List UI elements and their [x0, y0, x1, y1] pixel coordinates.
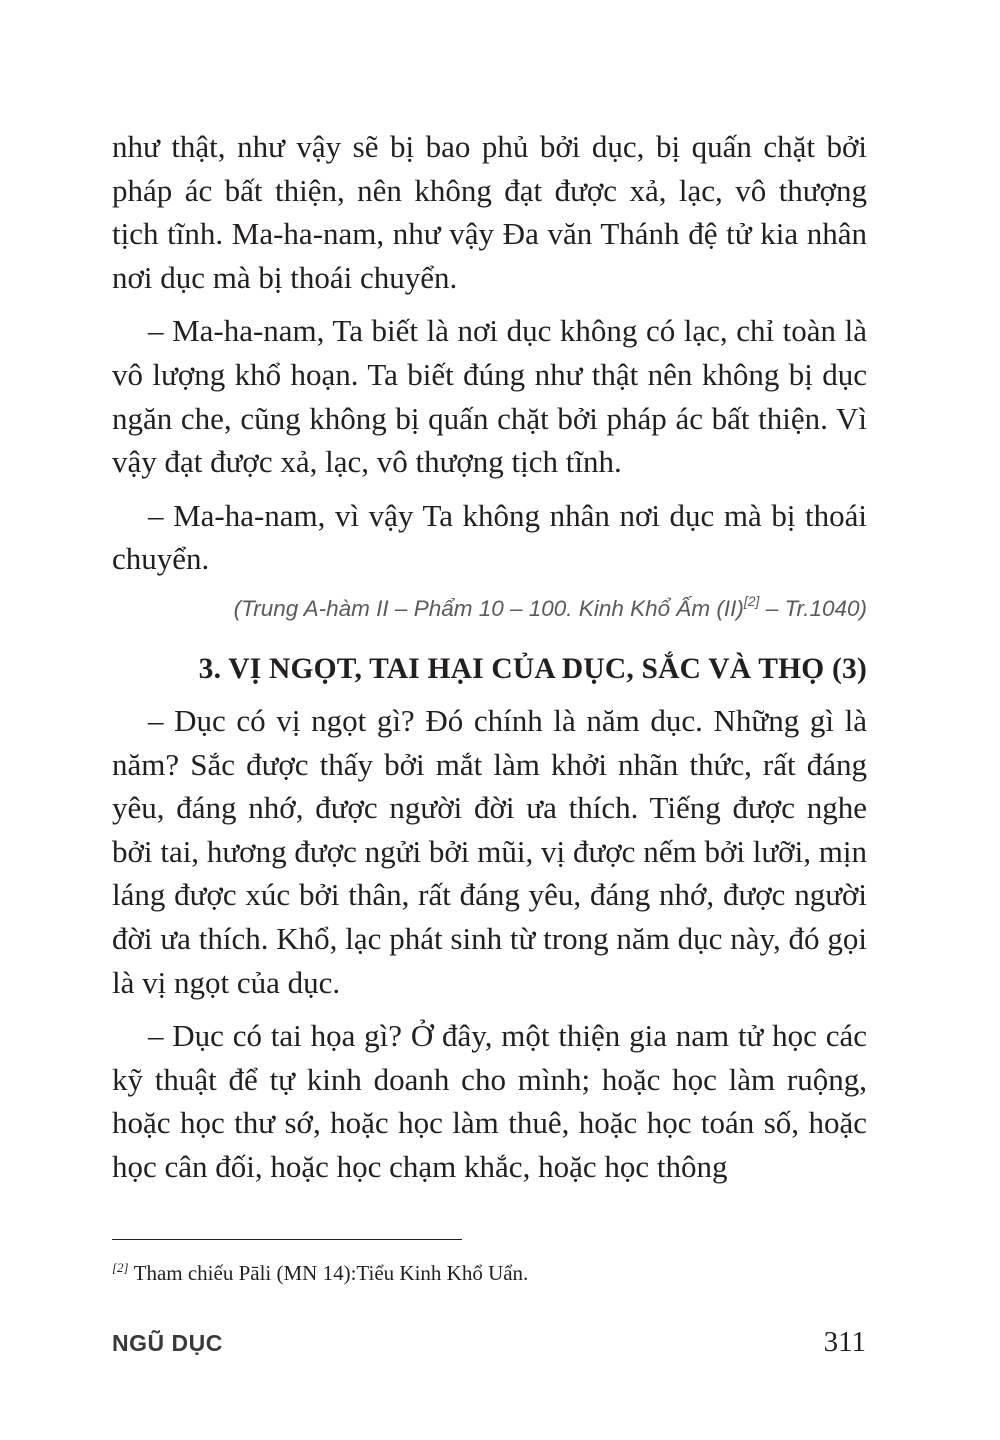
- citation-text: (Trung A-hàm II – Phẩm 10 – 100. Kinh Khổ Ấm (II): [233, 595, 744, 621]
- section-heading: 3. VỊ NGỌT, TAI HẠI CỦA DỤC, SẮC VÀ THỌ (3): [198, 652, 867, 685]
- footnote-marker: [2]: [112, 1260, 129, 1275]
- citation: [112, 591, 867, 627]
- running-title: NGŨ DỤC: [112, 1330, 223, 1356]
- page-number: 311: [823, 1326, 866, 1358]
- paragraph-buddha-speech-2: – Ma-ha-nam, vì vậy Ta không nhân nơi dục mà bị thoái chuyển.: [112, 497, 867, 577]
- paragraph-danger: – Dục có tai họa gì? Ở đây, một thiện gia nam tử học các kỹ thuật để tự kinh doanh cho mình; hoặc học làm ruộng, hoặc học thư sớ, hoặc học làm thuê, hoặc học toán số, hoặc học cân đối, hoặc học chạm khắc, hoặc học thông: [112, 1018, 867, 1184]
- citation-page: – Tr.1040): [759, 595, 867, 621]
- paragraph-buddha-speech-1: – Ma-ha-nam, Ta biết là nơi dục không có lạc, chỉ toàn là vô lượng khổ hoạn. Ta biết đúng như thật nên không bị dục ngăn che, cũng không bị quấn chặt bởi pháp ác bất thiện. Vì vậy đạt được xả, lạc, vô thượng tịch tĩnh.: [112, 313, 867, 480]
- paragraph-sweetness: – Dục có vị ngọt gì? Đó chính là năm dục. Những gì là năm? Sắc được thấy bởi mắt làm khởi nhãn thức, rất đáng yêu, đáng nhớ, được người đời ưa thích. Tiếng được nghe bởi tai, hương được ngửi bởi mũi, vị được nếm bởi lưỡi, mịn láng được xúc bởi thân, rất đáng yêu, đáng nhớ, được người đời ưa thích. Khổ, lạc phát sinh từ trong năm dục này, đó gọi là vị ngọt của dục.: [112, 702, 867, 1000]
- footnote-text: Tham chiếu Pāli (MN 14):Tiểu Kinh Khổ Uẩn.: [133, 1261, 529, 1285]
- footnote-divider: [112, 1239, 462, 1240]
- page-body: [112, 125, 867, 1198]
- footnote: [112, 1258, 528, 1288]
- citation-footnote-ref: [2]: [743, 592, 760, 609]
- paragraph-continuation: như thật, như vậy sẽ bị bao phủ bởi dục, bị quấn chặt bởi pháp ác bất thiện, nên không đạt được xả, lạc, vô thượng tịch tĩnh. Ma-ha-nam, như vậy Đa văn Thánh đệ tử kia nhân nơi dục mà bị thoái chuyển.: [112, 129, 867, 295]
